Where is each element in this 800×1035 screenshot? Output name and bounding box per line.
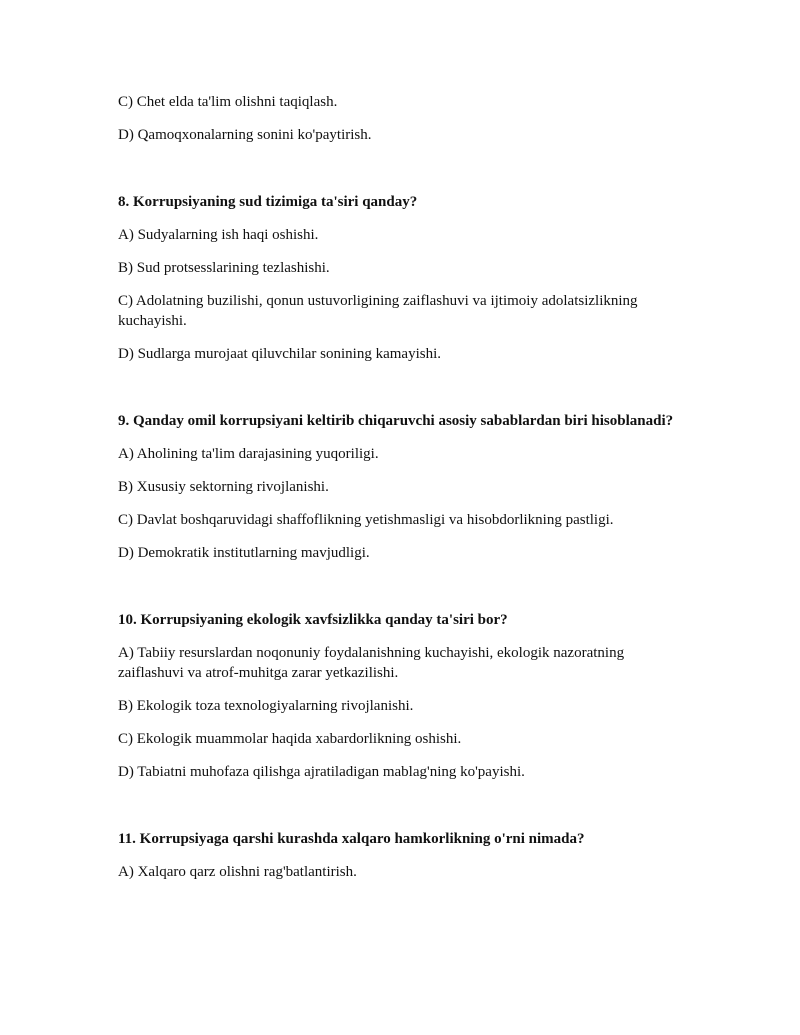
answer-option: D) Sudlarga murojaat qiluvchilar sonining kamayishi. xyxy=(118,346,441,362)
answer-option: A) Xalqaro qarz olishni rag'batlantirish. xyxy=(118,864,357,880)
section-gap xyxy=(118,576,688,610)
answer-option: C) Adolatning buzilishi, qonun ustuvorligining zaiflashuvi va ijtimoiy adolatsizlikning kuchayishi. xyxy=(118,293,638,329)
answer-option: B) Ekologik toza texnologiyalarning rivojlanishi. xyxy=(118,698,414,714)
answer-option: A) Sudyalarning ish haqi oshishi. xyxy=(118,227,319,243)
question-heading: 10. Korrupsiyaning ekologik xavfsizlikka qanday ta'siri bor? xyxy=(118,612,508,628)
section-gap xyxy=(118,795,688,829)
question-heading: 8. Korrupsiyaning sud tizimiga ta'siri qanday? xyxy=(118,194,418,210)
answer-option: B) Xususiy sektorning rivojlanishi. xyxy=(118,479,329,495)
section-gap xyxy=(118,158,688,192)
answer-option: A) Tabiiy resurslardan noqonuniy foydalanishning kuchayishi, ekologik nazoratning zaiflashuvi va atrof-muhitga zarar yetkazilishi. xyxy=(118,645,625,681)
answer-option: B) Sud protsesslarining tezlashishi. xyxy=(118,260,330,276)
answer-option: C) Chet elda ta'lim olishni taqiqlash. xyxy=(118,94,338,110)
answer-option: C) Ekologik muammolar haqida xabardorlikning oshishi. xyxy=(118,731,462,747)
document-page xyxy=(118,92,688,895)
answer-option: D) Demokratik institutlarning mavjudligi. xyxy=(118,545,370,561)
question-heading: 11. Korrupsiyaga qarshi kurashda xalqaro hamkorlikning o'rni nimada? xyxy=(118,831,585,847)
answer-option: C) Davlat boshqaruvidagi shaffoflikning yetishmasligi va hisobdorlikning pastligi. xyxy=(118,512,614,528)
answer-option: D) Qamoqxonalarning sonini ko'paytirish. xyxy=(118,127,372,143)
answer-option: D) Tabiatni muhofaza qilishga ajratiladigan mablag'ning ko'payishi. xyxy=(118,764,525,780)
question-heading: 9. Qanday omil korrupsiyani keltirib chiqaruvchi asosiy sabablardan biri hisoblanadi? xyxy=(118,413,674,429)
answer-option: A) Aholining ta'lim darajasining yuqoriligi. xyxy=(118,446,379,462)
section-gap xyxy=(118,377,688,411)
